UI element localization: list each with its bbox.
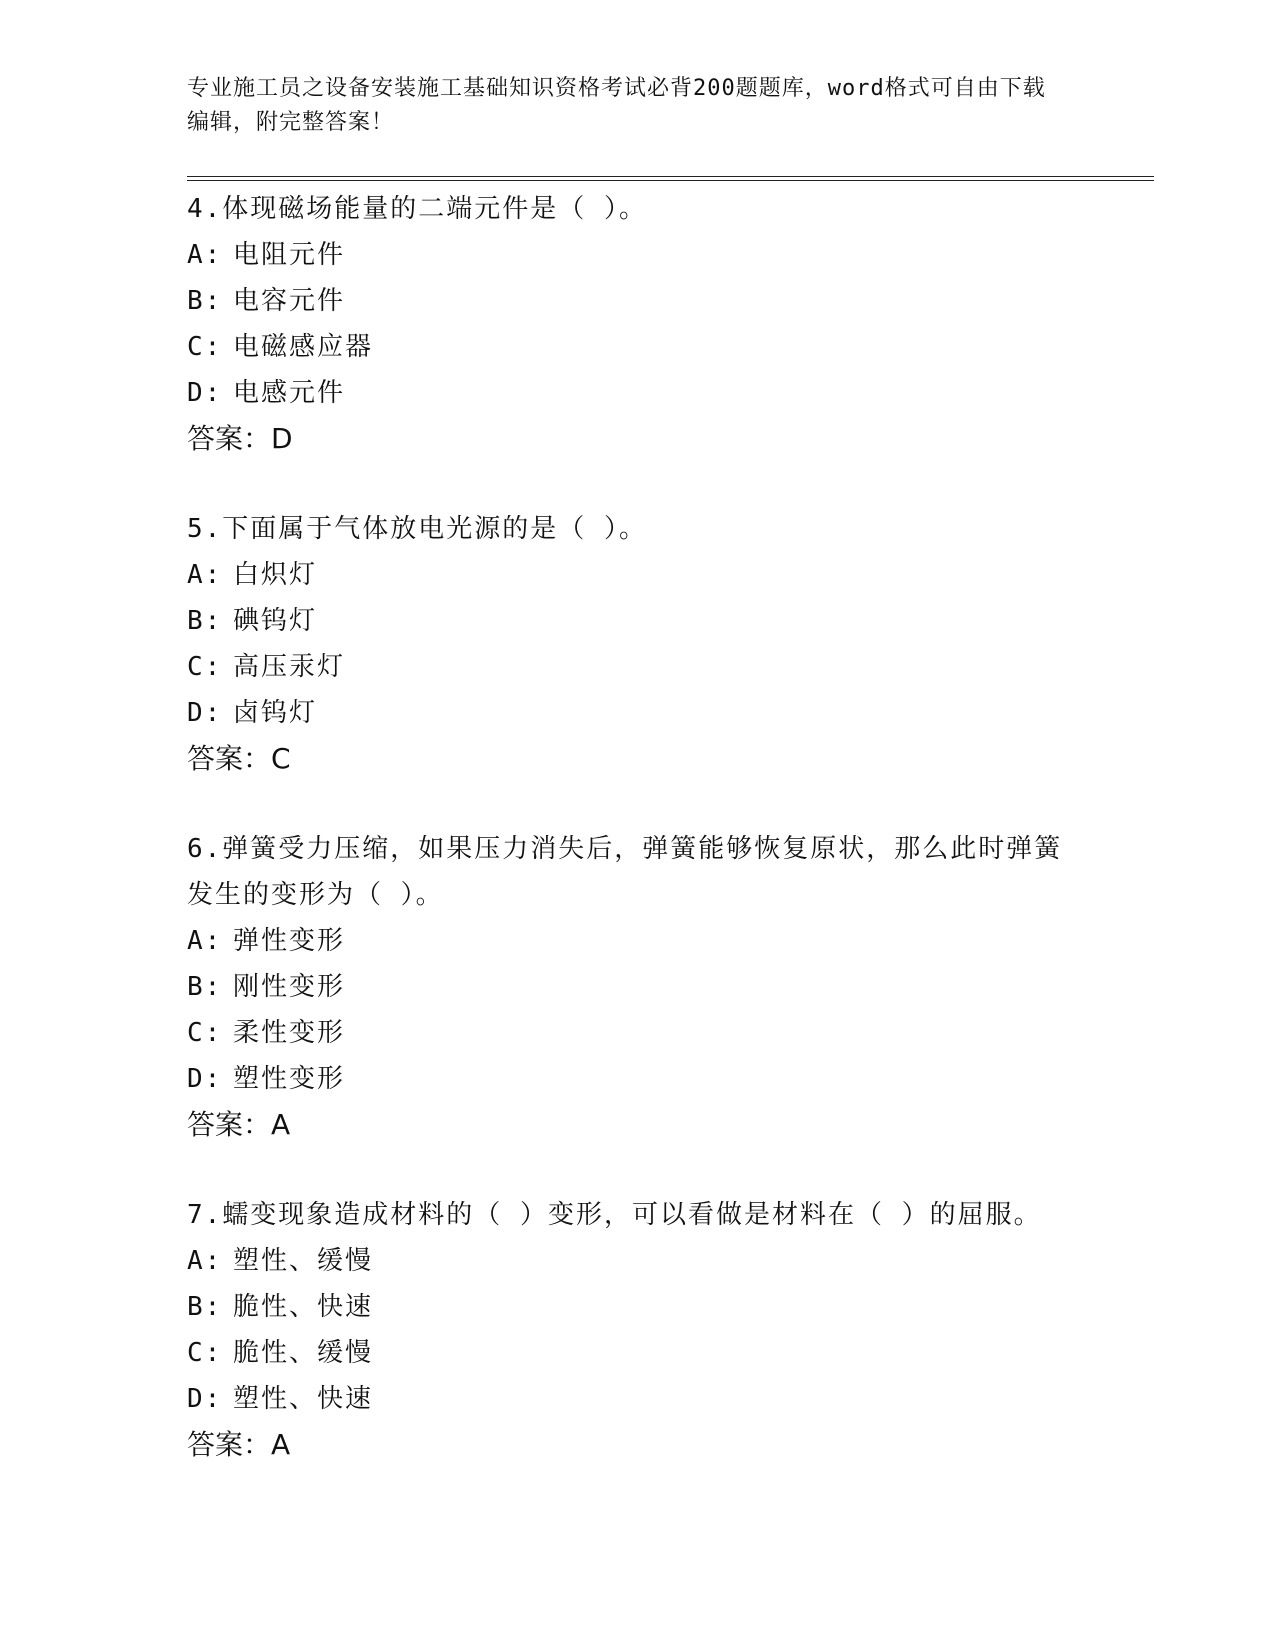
option-text: 脆性、缓慢 (233, 1338, 374, 1368)
option-letter: B: (187, 606, 223, 636)
option-a (187, 918, 1087, 964)
option-text: 卤钨灯 (233, 698, 318, 728)
option-letter: C: (187, 1018, 223, 1048)
option-b (187, 278, 1087, 324)
option-b (187, 598, 1087, 644)
option-letter: A: (187, 560, 223, 590)
option-text: 电阻元件 (233, 240, 346, 270)
question-5 (187, 506, 1087, 782)
option-a (187, 1238, 1187, 1284)
option-text: 塑性、快速 (233, 1384, 374, 1414)
option-text: 柔性变形 (233, 1018, 346, 1048)
option-d (187, 1056, 1087, 1102)
option-text: 塑性、缓慢 (233, 1246, 374, 1276)
option-d (187, 690, 1087, 736)
option-letter: B: (187, 972, 223, 1002)
option-b (187, 1284, 1187, 1330)
question-stem: 5.下面属于气体放电光源的是（ ）。 (187, 514, 647, 544)
option-letter: A: (187, 240, 223, 270)
option-letter: D: (187, 698, 223, 728)
option-c (187, 324, 1087, 370)
question-4 (187, 186, 1087, 462)
option-text: 碘钨灯 (233, 606, 318, 636)
option-text: 高压汞灯 (233, 652, 346, 682)
question-stem: 4.体现磁场能量的二端元件是（ ）。 (187, 194, 647, 224)
option-letter: D: (187, 1384, 223, 1414)
answer: 答案：A (187, 1428, 291, 1461)
option-text: 脆性、快速 (233, 1292, 374, 1322)
option-text: 刚性变形 (233, 972, 346, 1002)
option-letter: C: (187, 332, 223, 362)
option-letter: C: (187, 652, 223, 682)
option-d (187, 370, 1087, 416)
header-divider (187, 176, 1154, 181)
option-letter: D: (187, 378, 223, 408)
option-text: 电容元件 (233, 286, 346, 316)
option-b (187, 964, 1087, 1010)
option-letter: A: (187, 926, 223, 956)
option-c (187, 1010, 1087, 1056)
answer: 答案：D (187, 422, 293, 455)
option-letter: D: (187, 1064, 223, 1094)
option-c (187, 644, 1087, 690)
option-letter: B: (187, 286, 223, 316)
option-a (187, 232, 1087, 278)
option-d (187, 1376, 1187, 1422)
option-letter: C: (187, 1338, 223, 1368)
document-header: 专业施工员之设备安装施工基础知识资格考试必背200题题库，word格式可自由下载编辑，附完整答案！ (187, 76, 1046, 135)
question-stem: 7.蠕变现象造成材料的（ ）变形，可以看做是材料在（ ）的屈服。 (187, 1200, 1042, 1230)
question-stem: 6.弹簧受力压缩，如果压力消失后，弹簧能够恢复原状，那么此时弹簧发生的变形为（ ）。 (187, 834, 1063, 910)
option-text: 电感元件 (233, 378, 346, 408)
option-text: 白炽灯 (233, 560, 318, 590)
option-c (187, 1330, 1187, 1376)
option-letter: B: (187, 1292, 223, 1322)
question-7 (187, 1192, 1187, 1468)
option-text: 弹性变形 (233, 926, 346, 956)
answer: 答案：C (187, 742, 291, 775)
answer: 答案：A (187, 1108, 291, 1141)
option-text: 电磁感应器 (233, 332, 374, 362)
option-text: 塑性变形 (233, 1064, 346, 1094)
question-6 (187, 826, 1087, 1148)
option-a (187, 552, 1087, 598)
option-letter: A: (187, 1246, 223, 1276)
